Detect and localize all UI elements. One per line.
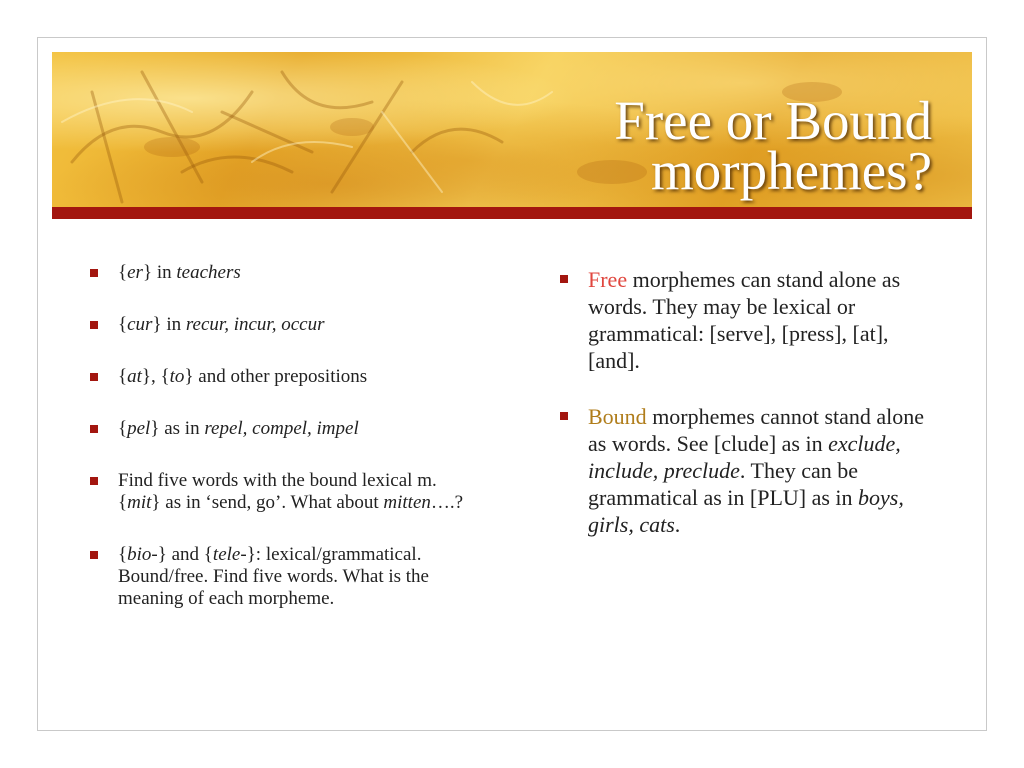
square-bullet-icon	[560, 412, 568, 420]
square-bullet-icon	[90, 425, 98, 433]
slide-title	[614, 90, 932, 201]
list-item: {pel} as in repel, compel, impel	[90, 418, 470, 440]
list-item: Bound morphemes cannot stand alone as words. See [clude] as in exclude, include, preclude. They can be grammatical as in [PLU] as in boys, girls, cats.	[560, 403, 940, 538]
left-bullet-list	[90, 262, 470, 610]
square-bullet-icon	[560, 275, 568, 283]
title-line-2: morphemes?	[650, 140, 932, 201]
list-item: {er} in teachers	[90, 262, 470, 284]
list-item: {at}, {to} and other prepositions	[90, 366, 470, 388]
square-bullet-icon	[90, 373, 98, 381]
square-bullet-icon	[90, 551, 98, 559]
bound-keyword: Bound	[588, 404, 647, 429]
title-underline-bar	[52, 207, 972, 219]
square-bullet-icon	[90, 269, 98, 277]
title-line-1: Free or Bound	[614, 90, 932, 151]
free-keyword: Free	[588, 267, 628, 292]
list-item: {cur} in recur, incur, occur	[90, 314, 470, 336]
list-item: Find five words with the bound lexical m. {mit} as in ‘send, go’. What about mitten….?	[90, 470, 470, 514]
list-item: {bio-} and {tele-}: lexical/grammatical. Bound/free. Find five words. What is the meaning of each morpheme.	[90, 544, 470, 610]
square-bullet-icon	[90, 321, 98, 329]
square-bullet-icon	[90, 477, 98, 485]
title-banner	[52, 52, 972, 207]
list-item: Free morphemes can stand alone as words. They may be lexical or grammatical: [serve], [press], [at], [and].	[560, 266, 940, 374]
right-bullet-list	[560, 266, 940, 567]
